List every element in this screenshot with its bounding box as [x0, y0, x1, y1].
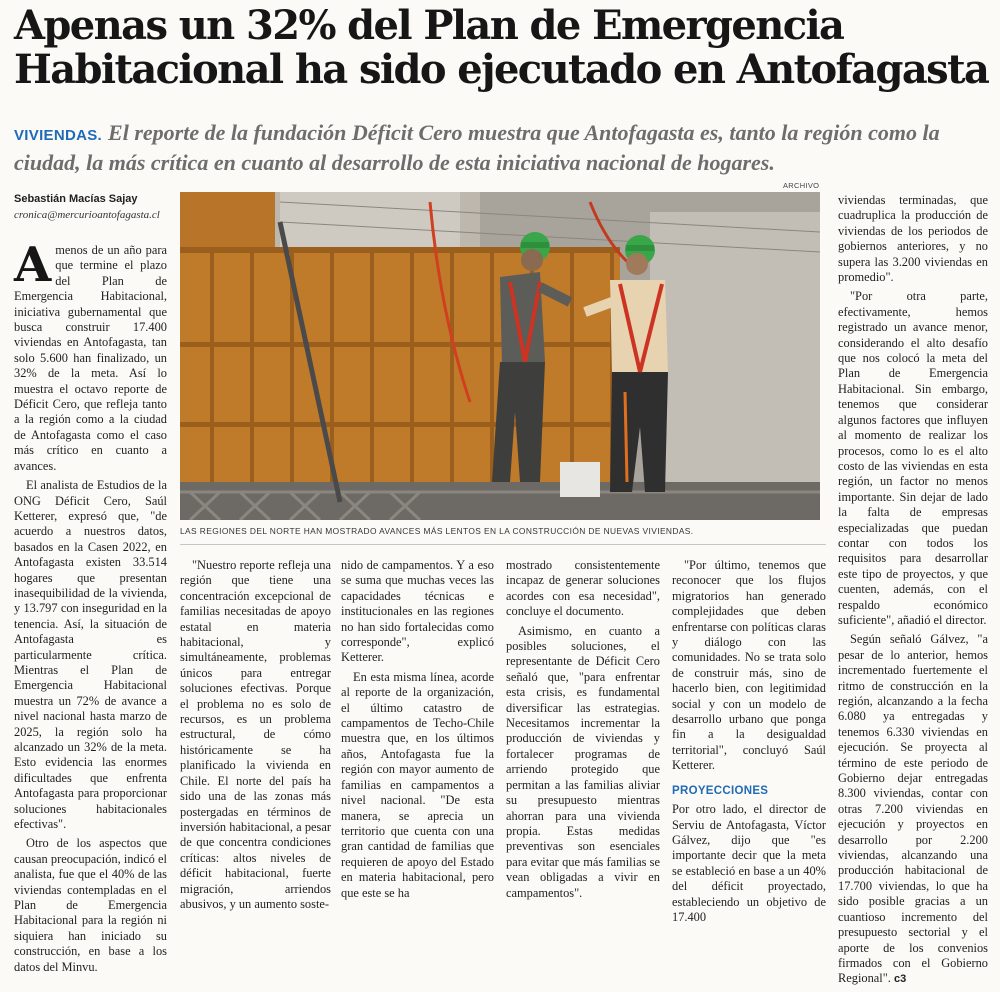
- paragraph: "Nuestro reporte refleja una región que tiene una concentración excepcional de familias necesitadas de apoyo estatal en materia habitacional, y simultáneamente, problemas únicos para entregar soluciones efectivas. Porque el problema no es solo de recursos, es un problema estructural, de cómo históricamente se ha planificado la vivienda en Chile. El norte del país ha sido una de las zonas más postergadas en términos de inversión habitacional, a pesar de que concentra condiciones críticas: altos niveles de déficit habitacional, fuerte migración, arriendos abusivos, y un aumento soste-: [180, 558, 331, 911]
- article-photo: [180, 192, 820, 520]
- section-tag: VIVIENDAS.: [14, 127, 103, 144]
- article-column-6: [838, 193, 988, 992]
- lead-text: El reporte de la fundación Déficit Cero muestra que Antofagasta es, tanto la región como la ciudad, la más crítica en cuanto al desarrollo de esta iniciativa nacional de hogares.: [14, 120, 940, 175]
- paragraph: Asimismo, en cuanto a posibles soluciones, el representante de Déficit Cero señaló que, "para enfrentar esta crisis, es fundamental diversificar las estrategias. Necesitamos incrementar la producción de viviendas y fortalecer programas de arriendo protegido que permitan a las familias aliviar su presupuesto mientras ahorran para una vivienda propia. Estas medidas preventivas son esenciales para evitar que más familias se vean obligadas a vivir en campamentos".: [506, 623, 660, 900]
- article-column-2: [180, 558, 331, 916]
- paragraph: mostrado consistentemente incapaz de generar soluciones acordes con esa necesidad", concluye el documento.: [506, 558, 660, 619]
- end-mark: c3: [894, 973, 907, 986]
- caption-divider: [180, 544, 826, 545]
- article-column-3: [341, 558, 494, 905]
- paragraph: Por otro lado, el director de Serviu de Antofagasta, Víctor Gálvez, dijo que "es importante decir que la meta se estableció en base a un 40% del déficit proyectado, estableciendo un objetivo de 17.400: [672, 802, 826, 924]
- paragraph: [14, 237, 167, 474]
- photo-credit: ARCHIVO: [783, 181, 820, 190]
- paragraph: [838, 632, 988, 987]
- paragraph: "Por otra parte, efectivamente, hemos registrado un avance menor, considerando el alto desafío que nos colocó la meta del Plan de Emergencia Habitacional. Sin embargo, tenemos que considerar algunos factores que influyen al momento de realizar los procesos, como lo es el alto costo de las viviendas en esta región, un factor no menos importante. Sin dejar de lado la falta de empresas especializadas que puedan contar con todos los requisitos para desarrollar este tipo de proyectos, y que cuenten, además, con el respaldo económico suficiente", añadió el director.: [838, 289, 988, 627]
- subhead-proyecciones: PROYECCIONES: [672, 784, 769, 797]
- paragraph: viviendas terminadas, que cuadruplica la producción de viviendas de los periodos de gobiernos anteriores, y no supera las 3.200 viviendas en promedio".: [838, 193, 988, 285]
- paragraph-text: menos de un año para que termine el plazo del Plan de Emergencia Habitacional, iniciativa gubernamental que busca construir 17.400 viviendas en Antofagasta, tan solo 5.600 han finalizado, un 32% de la meta. Así lo muestra el octavo reporte de Déficit Cero, que refleja tanto a la región como a la ciudad de Antofagasta como el caso más crítico en cuanto a avances.: [14, 243, 167, 473]
- paragraph: Otro de los aspectos que causan preocupación, indicó el analista, fue que el 40% de las viviendas contempladas en el Plan de Emergencia Habitacional para la región ni siquiera han iniciado su construcción, en base a los datos del Minvu.: [14, 836, 167, 974]
- byline-author: Sebastián Macías Sajay: [14, 193, 138, 205]
- photo-caption: LAS REGIONES DEL NORTE HAN MOSTRADO AVANCES MÁS LENTOS EN LA CONSTRUCCIÓN DE NUEVAS VIVIENDAS.: [180, 526, 694, 536]
- paragraph-text: Según señaló Gálvez, "a pesar de lo anterior, hemos incrementado fuertemente el ritmo de construcción en la región, alcanzando a la fecha 6.080 ya entregadas y tenemos 6.330 viviendas en ejecución. Se proyecta al término de este periodo de Gobierno dejar entregadas 8.300 viviendas, contar con otras 7.200 viviendas en ejecución y proyectos en desarrollo por 2.200 viviendas, alcanzando una producción habitacional de 17.700 viviendas, lo que ha sido posible gracias a un cuantioso incremento del presupuesto sectorial y el aporte de los convenios firmados con el Gobierno Regional".: [838, 632, 988, 986]
- headline: [14, 4, 989, 92]
- drop-cap: A: [14, 237, 52, 293]
- byline-email: cronica@mercurioantofagasta.cl: [14, 209, 160, 221]
- article-column-5: [672, 558, 826, 929]
- construction-workers-illustration: [180, 192, 820, 520]
- paragraph: En esta misma línea, acorde al reporte de la organización, el último catastro de campamentos de Techo-Chile muestra que, en los últimos años, Antofagasta fue la región con mayor aumento de familias en campamentos a nivel nacional. "De esta manera, se aprecia un territorio que cuenta con una gran cantidad de familias que requieren de apoyo del Estado en materia habitacional, pero que este se ha: [341, 669, 494, 900]
- headline-line-1: Apenas un 32% del Plan de Emergencia: [14, 2, 844, 49]
- article-column-1: [14, 237, 167, 979]
- paragraph: El analista de Estudios de la ONG Déficit Cero, Saúl Ketterer, expresó que, "de acuerdo a nuestros datos, basados en la Casen 2022, en Antofagasta existen 33.514 hogares que presentan inasequibilidad de la vivienda, y 13.797 con inseguridad en la tenencia. Así, la situación de Antofagasta es particularmente crítica. Mientras el Plan de Emergencia Habitacional muestra un 72% de avance a nivel nacional hasta marzo de 2025, la región solo ha alcanzado un 32% de la meta. Esto evidencia las enormes dificultades que enfrenta Antofagasta para proporcionar soluciones habitacionales efectivas".: [14, 478, 167, 832]
- paragraph: nido de campamentos. Y a eso se suma que muchas veces las capacidades técnicas e institucionales en las regiones no han sido fortalecidas como corresponde", explicó Ketterer.: [341, 558, 494, 665]
- lead-paragraph: [14, 119, 986, 176]
- article-column-4: [506, 558, 660, 905]
- paragraph: "Por último, tenemos que reconocer que los flujos migratorios han generado complejidades que deben enfrentarse con políticas claras y diálogo con las comunidades. No se trata solo de construir más, sino de hacerlo bien, con legitimidad social y con un modelo de desarrollo urbano que ponga fin a la desigualdad territorial", concluyó Saúl Ketterer.: [672, 558, 826, 773]
- headline-line-2: Habitacional ha sido ejecutado en Antofagasta: [14, 46, 989, 93]
